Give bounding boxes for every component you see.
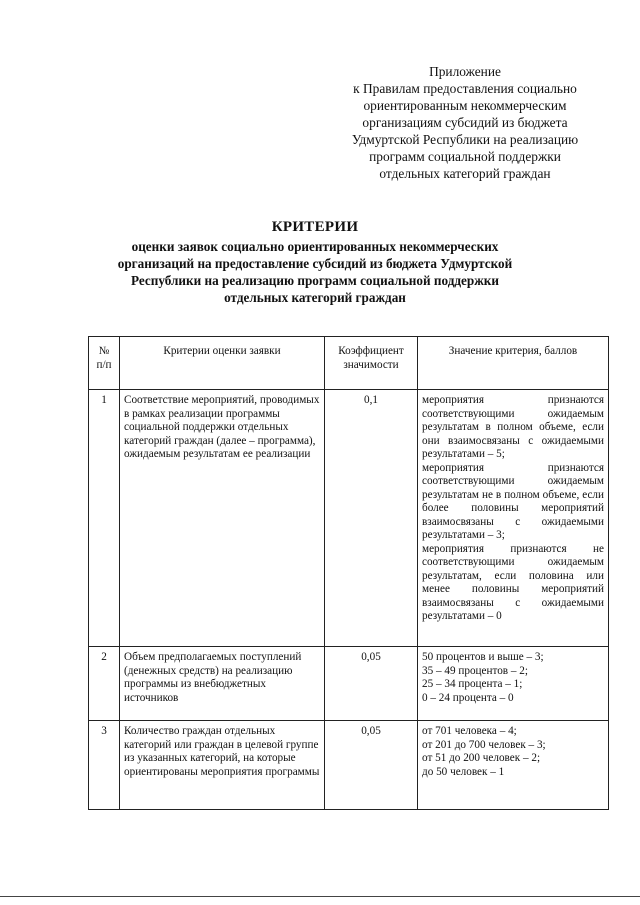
value-item: от 51 до 200 человек – 2; xyxy=(422,752,541,764)
value-item: от 701 человека – 4; xyxy=(422,725,517,737)
row-criterion: Количество граждан отдельных категорий или граждан в целевой группе из указанных категорий, на которые ориентированы мероприятия программы xyxy=(120,721,325,810)
title-sub-line: оценки заявок социально ориентированных некоммерческих xyxy=(131,239,499,254)
row-num: 1 xyxy=(89,390,120,647)
title-sub-line: Республики на реализацию программ социальной поддержки xyxy=(131,273,499,288)
value-item: 35 – 49 процентов – 2; xyxy=(422,664,528,677)
header-value: Значение критерия, баллов xyxy=(418,337,609,390)
value-item: мероприятия признаются не соответствующими ожидаемым результатам, если половина или менее половины мероприятий взаимосвязаны с ожидаемыми результатами – 0 xyxy=(422,542,604,622)
appendix-line: отдельных категорий граждан xyxy=(379,166,551,181)
value-item: мероприятия признаются соответствующими ожидаемым результатам не в полном объеме, если более половины мероприятий взаимосвязаны с ожидаемыми результатами – 3; xyxy=(422,461,604,541)
appendix-line: Приложение xyxy=(429,64,501,79)
value-item: до 50 человек – 1 xyxy=(422,765,505,778)
value-item: от 201 до 700 человек – 3; xyxy=(422,738,546,751)
row-criterion: Соответствие мероприятий, проводимых в рамках реализации программы социальной поддержки отдельных категорий граждан (далее – программа), ожидаемым результатам ее реализации xyxy=(120,390,325,647)
row-values xyxy=(418,721,609,810)
appendix-header xyxy=(300,63,630,182)
row-num: 3 xyxy=(89,721,120,810)
title-sub-line: организаций на предоставление субсидий из бюджета Удмуртской xyxy=(117,256,513,271)
title-sub-line: отдельных категорий граждан xyxy=(224,290,406,305)
row-coefficient: 0,1 xyxy=(325,390,418,647)
row-coefficient: 0,05 xyxy=(325,721,418,810)
title-subtitle xyxy=(95,238,535,306)
table-row xyxy=(89,390,609,647)
value-item: 0 – 24 процента – 0 xyxy=(422,691,514,704)
title-main: КРИТЕРИИ xyxy=(271,219,359,235)
criteria-table xyxy=(88,336,609,810)
document-title xyxy=(95,218,535,306)
appendix-line: программ социальной поддержки xyxy=(369,149,561,164)
header-num: № п/п xyxy=(89,337,120,390)
appendix-line: организациям субсидий из бюджета xyxy=(362,115,568,130)
appendix-line: к Правилам предоставления социально xyxy=(353,81,577,96)
header-criterion: Критерии оценки заявки xyxy=(120,337,325,390)
row-num: 2 xyxy=(89,647,120,721)
row-criterion: Объем предполагаемых поступлений (денежных средств) на реализацию программы из внебюджетных источников xyxy=(120,647,325,721)
table-header-row xyxy=(89,337,609,390)
table-row xyxy=(89,721,609,810)
appendix-line: Удмуртской Республики на реализацию xyxy=(351,132,579,147)
appendix-line: ориентированным некоммерческим xyxy=(363,98,567,113)
value-item: 25 – 34 процента – 1; xyxy=(422,678,523,690)
row-values xyxy=(418,390,609,647)
table-row xyxy=(89,647,609,721)
value-item: 50 процентов и выше – 3; xyxy=(422,651,544,663)
value-item: мероприятия признаются соответствующими ожидаемым результатам в полном объеме, если они взаимосвязаны с ожидаемыми результатами – 5; xyxy=(422,394,604,460)
row-values xyxy=(418,647,609,721)
page-bottom-divider xyxy=(0,896,640,897)
row-coefficient: 0,05 xyxy=(325,647,418,721)
header-coefficient: Коэффициент значимости xyxy=(325,337,418,390)
